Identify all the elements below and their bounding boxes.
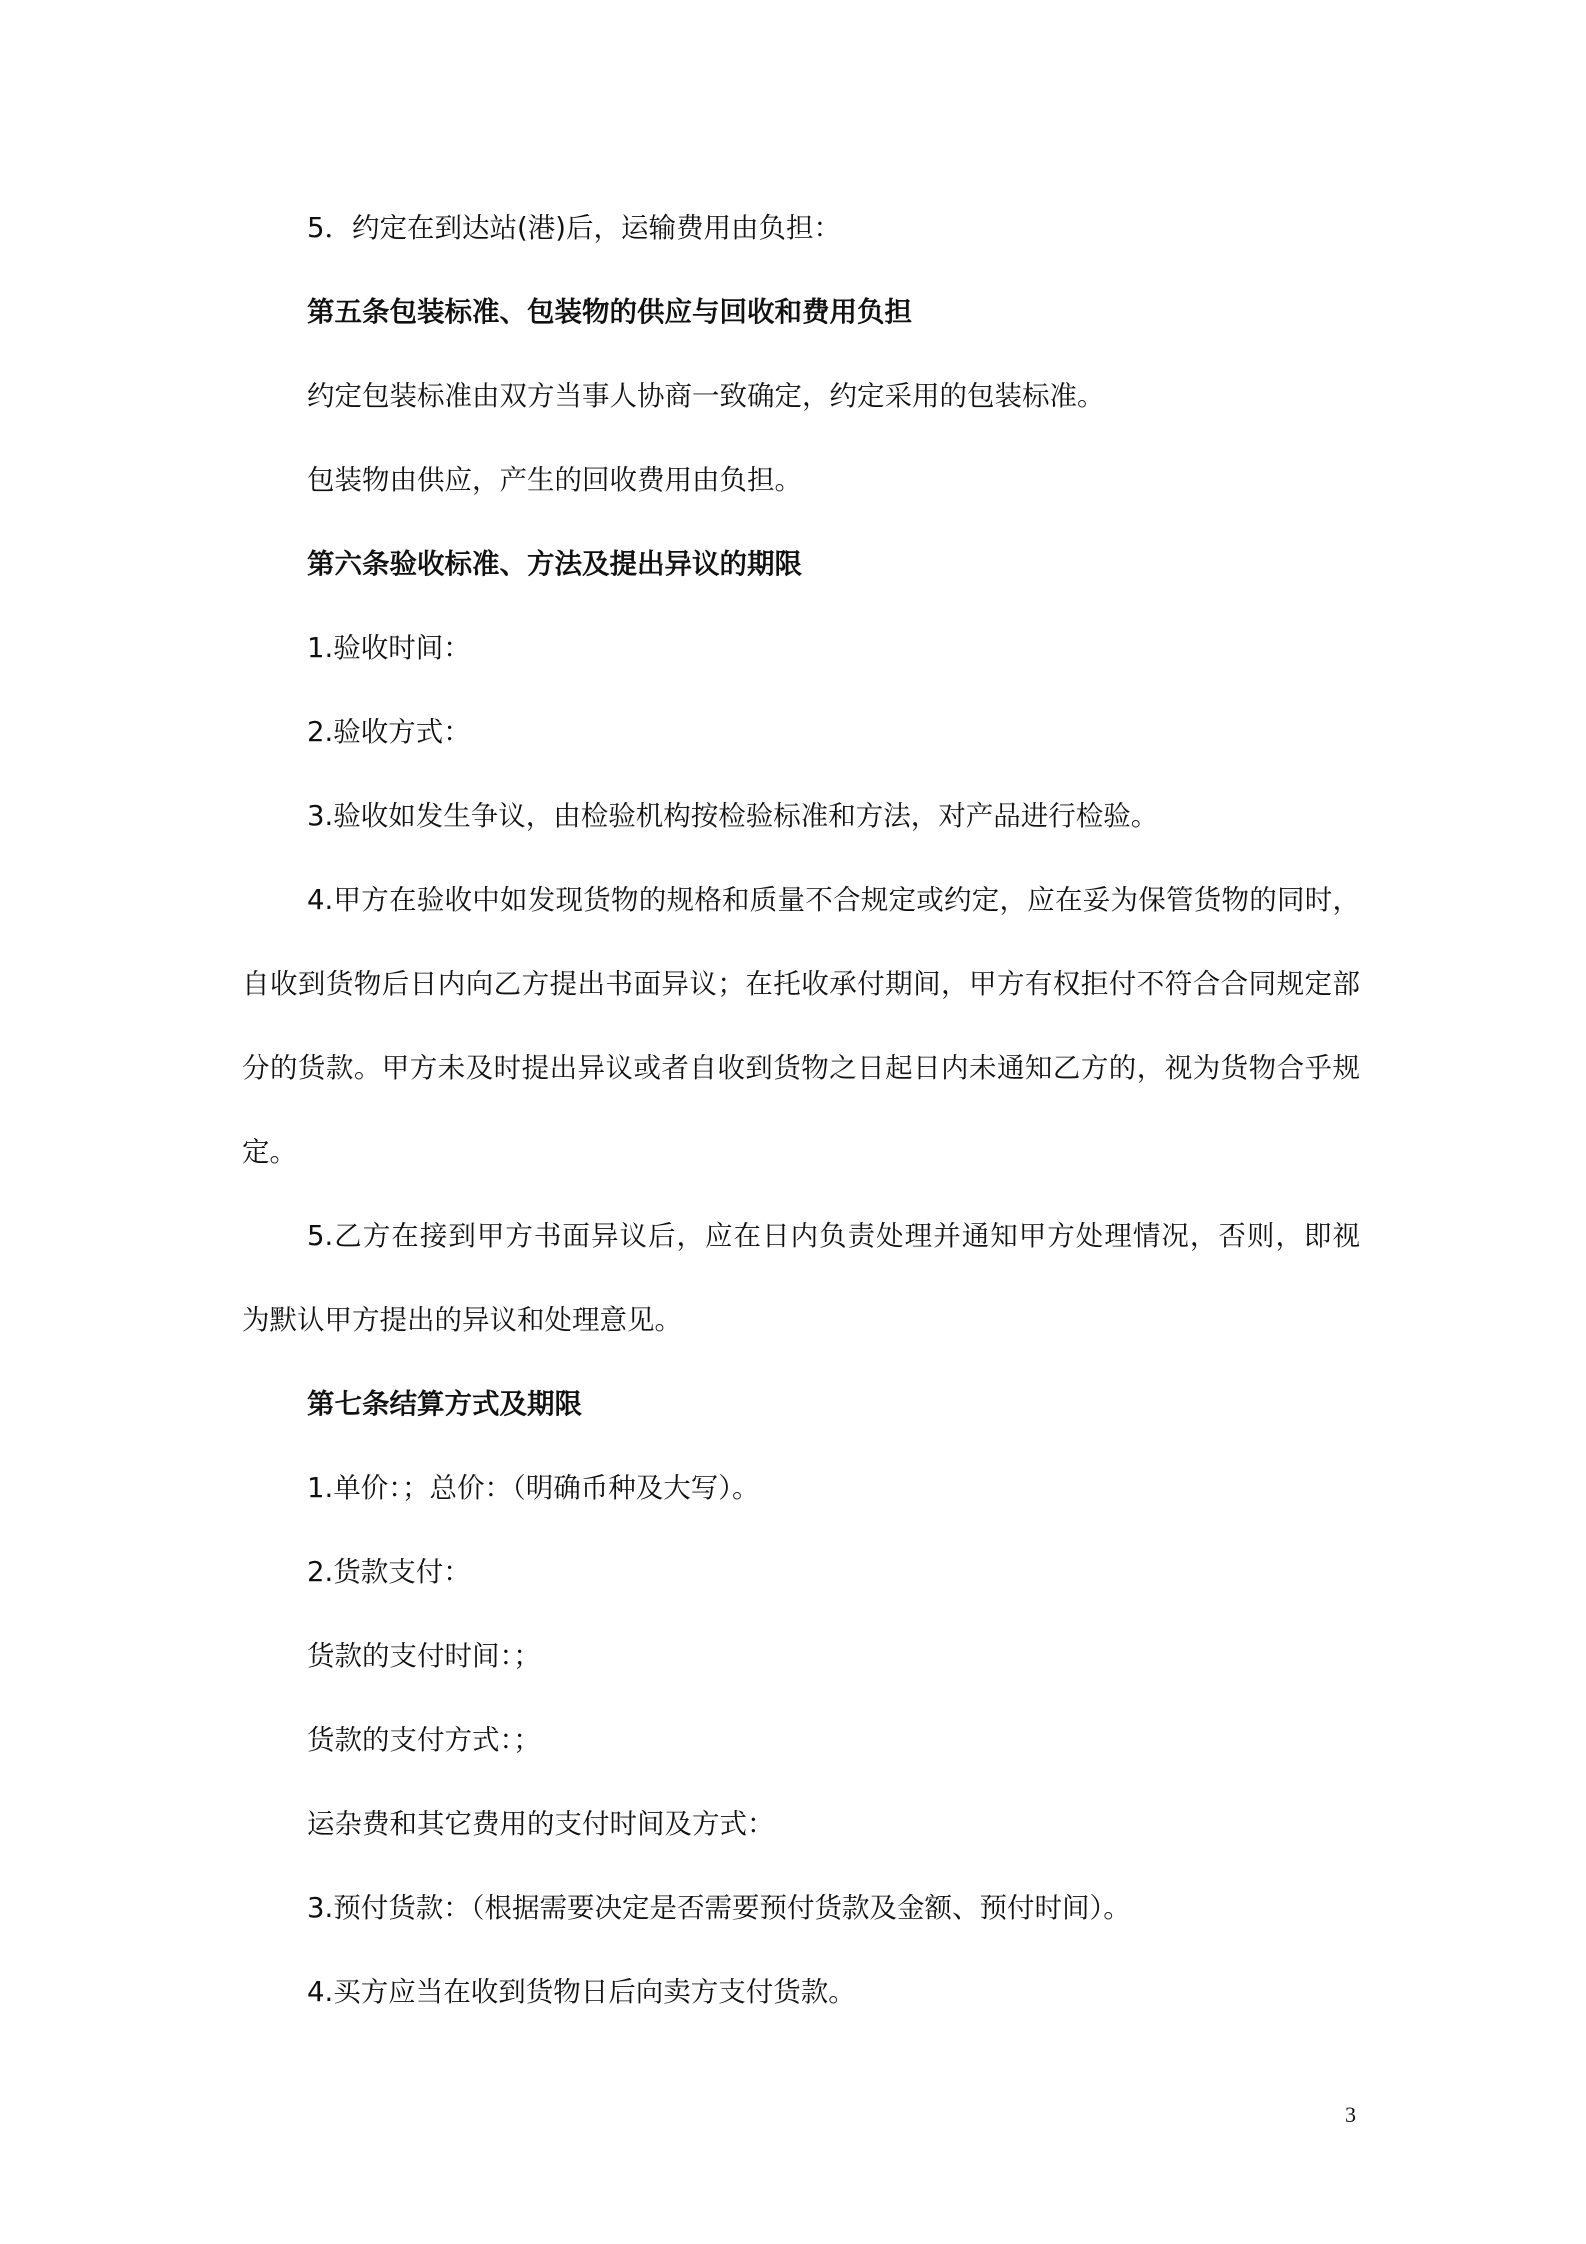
paragraph-line: 为默认甲方提出的异议和处理意见。	[242, 1304, 682, 1336]
paragraph-line: 5.乙方在接到甲方书面异议后，应在日内负责处理并通知甲方处理情况，否则，即视	[307, 1220, 1360, 1252]
page-body	[242, 186, 1360, 2034]
paragraph	[242, 354, 1360, 438]
page-number: 3	[1345, 2102, 1356, 2127]
paragraph-line: 自收到货物后日内向乙方提出书面异议；在托收承付期间，甲方有权拒付不符合合同规定部	[242, 968, 1360, 1000]
section-heading-text: 第六条验收标准、方法及提出异议的期限	[307, 548, 802, 580]
paragraph	[242, 1782, 1360, 1866]
paragraph-line: 货款的支付时间：；	[307, 1640, 541, 1672]
paragraph-line: 2.货款支付：	[307, 1556, 471, 1588]
paragraph	[242, 606, 1360, 690]
paragraph-line: 4.甲方在验收中如发现货物的规格和质量不合规定或约定，应在妥为保管货物的同时，	[307, 884, 1360, 916]
paragraph-line: 2.验收方式：	[307, 716, 471, 748]
paragraph	[242, 1446, 1360, 1530]
section-heading	[242, 270, 1360, 354]
paragraph-line: 约定包装标准由双方当事人协商一致确定，约定采用的包装标准。	[307, 380, 1105, 412]
paragraph-line: 运杂费和其它费用的支付时间及方式：	[307, 1808, 775, 1840]
paragraph-line: 定。	[242, 1136, 297, 1168]
section-heading	[242, 1362, 1360, 1446]
paragraph-line: 5．约定在到达站(港)后，运输费用由负担：	[307, 212, 841, 244]
section-heading-text: 第五条包装标准、包装物的供应与回收和费用负担	[307, 296, 912, 328]
section-heading-text: 第七条结算方式及期限	[307, 1388, 582, 1420]
paragraph	[242, 1614, 1360, 1698]
paragraph	[242, 186, 1360, 270]
section-heading	[242, 522, 1360, 606]
paragraph-line: 4.买方应当在收到货物日后向卖方支付货款。	[307, 1976, 856, 2008]
paragraph-line: 1.单价：；总价：（明确币种及大写）。	[307, 1472, 760, 1504]
paragraph	[242, 1530, 1360, 1614]
paragraph-line: 分的货款。甲方未及时提出异议或者自收到货物之日起日内未通知乙方的，视为货物合乎规	[242, 1052, 1360, 1084]
paragraph	[242, 1194, 1360, 1362]
paragraph-line: 包装物由供应，产生的回收费用由负担。	[307, 464, 802, 496]
paragraph	[242, 1950, 1360, 2034]
paragraph	[242, 690, 1360, 774]
paragraph	[242, 774, 1360, 858]
paragraph	[242, 1698, 1360, 1782]
paragraph	[242, 438, 1360, 522]
paragraph	[242, 858, 1360, 1194]
paragraph-line: 货款的支付方式：；	[307, 1724, 541, 1756]
paragraph-line: 3.验收如发生争议，由检验机构按检验标准和方法，对产品进行检验。	[307, 800, 1159, 832]
paragraph-line: 3.预付货款：（根据需要决定是否需要预付货款及金额、预付时间）。	[307, 1892, 1131, 1924]
paragraph-line: 1.验收时间：	[307, 632, 471, 664]
paragraph	[242, 1866, 1360, 1950]
